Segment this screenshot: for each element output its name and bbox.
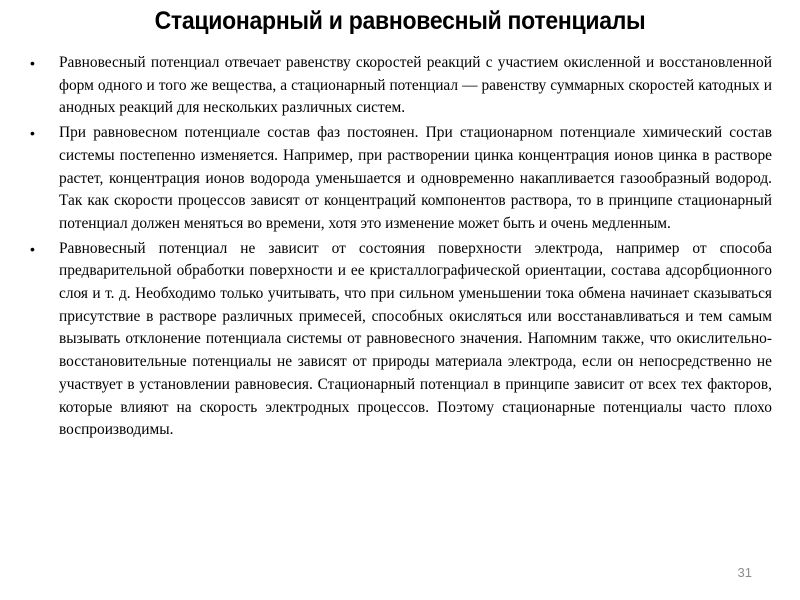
bullet-text: Равновесный потенциал не зависит от состояния поверхности электрода, например от способа предварительной обработки поверхности и ее кристаллографической ориентации, состава адсорбционного слоя и т. д. Необходимо только учитывать, что при сильном уменьшении тока обмена начинает сказываться присутствие в растворе различных примесей, способных окисляться или восстанавливаться и тем самым вызывать отклонение потенциала системы от равновесного значения. Напомним также, что окислительно-восстановительные потенциалы не зависят от природы материала электрода, если он непосредственно не участвует в установлении равновесия. Стационарный потенциал в принципе зависит от всех тех факторов, которые влияют на скорость электродных процессов. Поэтому стационарные потенциалы часто плохо воспроизводимы.	[59, 239, 772, 439]
bullet-text: Равновесный потенциал отвечает равенству скоростей реакций с участием окисленной и восстановленной форм одного и того же вещества, а стационарный потенциал — равенству суммарных скоростей катодных и анодных реакций для нескольких различных систем.	[59, 54, 772, 117]
page-number: 31	[737, 565, 752, 580]
bullet-item	[30, 238, 772, 442]
bullet-icon: •	[30, 240, 35, 257]
bullet-item	[30, 52, 772, 120]
slide-title: Стационарный и равновесный потенциалы	[154, 7, 646, 35]
bullet-icon: •	[30, 55, 35, 71]
bullet-list	[30, 52, 772, 444]
bullet-text: При равновесном потенциале состав фаз постоянен. При стационарном потенциале химический состав системы постепенно изменяется. Например, при растворении цинка концентрация ионов цинка в растворе растет, концентрация ионов водорода уменьшается и одновременно накапливается газообразный водород. Так как скорости процессов зависят от концентраций компонентов раствора, то в принципе стационарный потенциал должен меняться во времени, хотя это изменение может быть и очень медленным.	[59, 124, 772, 232]
bullet-icon: •	[30, 125, 35, 142]
bullet-item	[30, 122, 772, 236]
